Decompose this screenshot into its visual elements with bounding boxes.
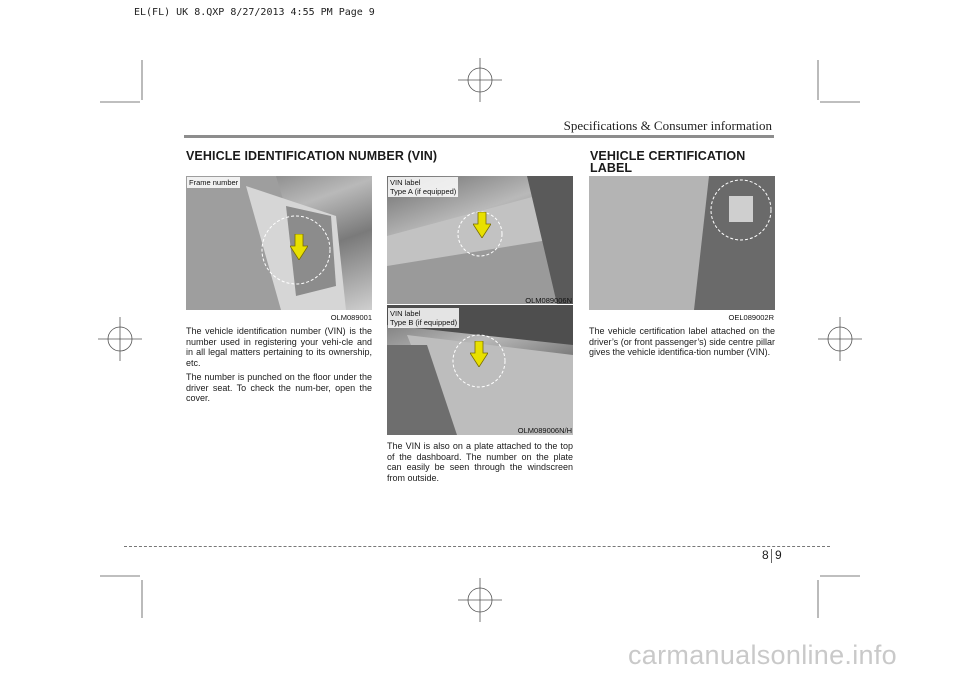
frame-number-photo bbox=[186, 176, 372, 310]
vin-paragraph-1: The vehicle identification number (VIN) is the number used in registering your vehi-cle and in all legal matters pertaining to its ownership, etc. bbox=[186, 326, 372, 368]
cert-photo-code: OEL089002R bbox=[728, 313, 774, 322]
vin-paragraph-2: The number is punched on the floor under the driver seat. To check the num-ber, open the cover. bbox=[186, 372, 372, 403]
photo1-code: OLM089001 bbox=[330, 313, 372, 322]
header-rule bbox=[184, 135, 774, 138]
vin-plate-paragraph: The VIN is also on a plate attached to the top of the dashboard. The number on the plate can easily be seen through the windscreen from outside. bbox=[387, 441, 573, 483]
arrow-down-icon bbox=[470, 341, 488, 367]
page-number-divider bbox=[771, 549, 772, 563]
arrow-down-icon bbox=[473, 212, 491, 238]
frame-number-label: Frame number bbox=[189, 178, 239, 187]
cert-heading-line2: LABEL bbox=[590, 161, 633, 175]
cert-heading bbox=[590, 150, 745, 174]
vin-heading: VEHICLE IDENTIFICATION NUMBER (VIN) bbox=[186, 149, 438, 163]
vin-label-a-line1: VIN label bbox=[390, 178, 421, 187]
vin-label-b-line1: VIN label bbox=[390, 309, 421, 318]
certification-label-photo bbox=[589, 176, 775, 310]
vin-label-type-b bbox=[388, 308, 459, 328]
chapter-number: 8 bbox=[762, 548, 769, 562]
print-header: EL(FL) UK 8.QXP 8/27/2013 4:55 PM Page 9 bbox=[134, 7, 375, 18]
vin-label-b-line2: Type B (if equipped) bbox=[390, 318, 458, 327]
vin-label-type-a bbox=[388, 177, 458, 197]
photo2-code: OLM089006N bbox=[525, 296, 572, 305]
photo3-code: OLM089006N/H bbox=[517, 426, 572, 435]
vin-label-a-line2: Type A (if equipped) bbox=[390, 187, 457, 196]
vin-text bbox=[186, 326, 372, 408]
cert-heading-line1: VEHICLE CERTIFICATION bbox=[590, 149, 746, 163]
footer-rule bbox=[124, 546, 830, 547]
page-number: 9 bbox=[775, 548, 782, 562]
cert-paragraph: The vehicle certification label attached on the driver’s (or front passenger’s) side centre pillar gives the vehicle identifica-tion number (VIN). bbox=[589, 326, 775, 357]
watermark: carmanualsonline.info bbox=[628, 640, 897, 670]
running-header: Specifications & Consumer information bbox=[563, 118, 772, 133]
arrow-down-icon bbox=[290, 234, 308, 260]
